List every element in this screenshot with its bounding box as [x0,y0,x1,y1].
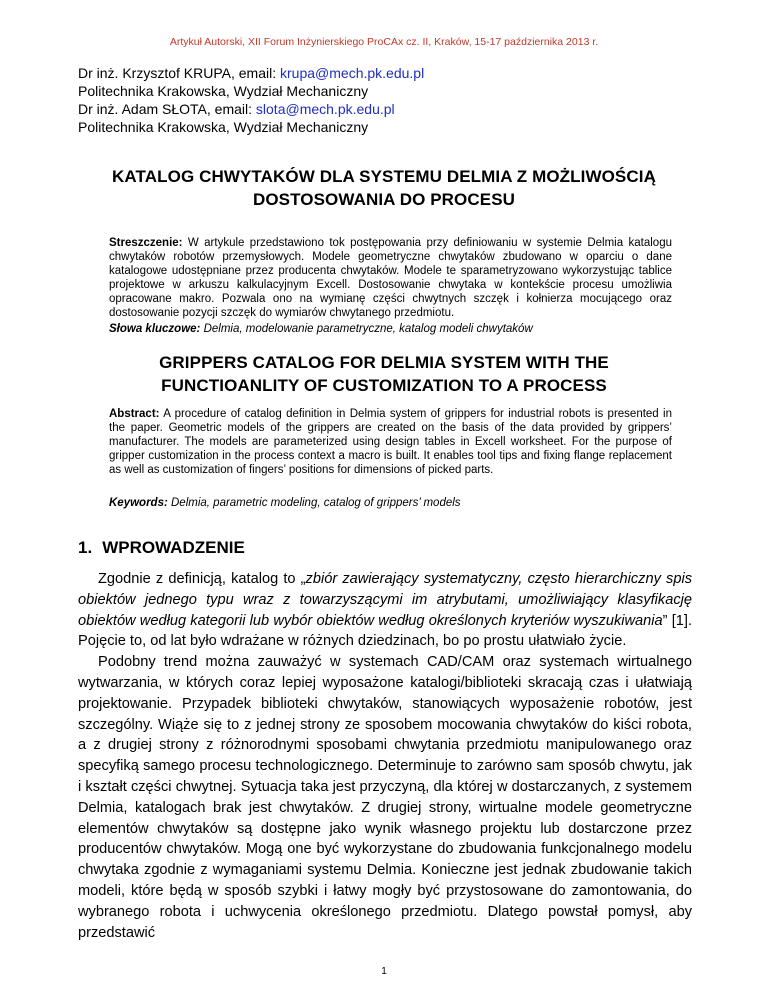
author-2-affiliation: Politechnika Krakowska, Wydział Mechaniczny [78,119,369,135]
keywords-polish-text: Delmia, modelowanie parametryczne, katalog modeli chwytaków [200,323,533,335]
title-polish-line-2: DOSTOSOWANIA DO PROCESU [252,190,516,209]
title-english-line-2: FUNCTIOANLITY OF CUSTOMIZATION TO A PROCESS [161,376,607,395]
author-1-affiliation: Politechnika Krakowska, Wydział Mechaniczny [78,83,369,99]
abstract-polish-label: Streszczenie: [109,237,183,249]
section-number: 1. [78,538,93,557]
author-2-email-link[interactable]: slota@mech.pk.edu.pl [255,101,395,117]
keywords-polish-label: Słowa kluczowe: [109,323,201,335]
paragraph-1-tail: ” [1]. Pojęcie to, od lat było wdrażane w różnych dziedzinach, bo po prostu ułatwiało życie. [78,612,692,650]
page-number: 1 [381,966,387,977]
abstract-polish [109,236,672,320]
keywords-polish [109,322,672,336]
keywords-english-label: Keywords: [109,497,168,509]
abstract-english-text: A procedure of catalog definition in Delmia system of grippers for industrial robots is presented in the paper. Geometric models of the grippers are created on the basis of the data provided by grippers’ manufacturer. The models are parameterized using design tables in Excell worksheet. For the purpose of gripper customization in the process context a macro is built. It enables tool tips and fixing flange replacement as well as customization of fingers’ positions for dimensions of picked parts. [109,408,672,476]
paragraph-1-lead: Zgodnie z definicją, katalog to „ [98,571,306,587]
paragraph-1 [78,569,692,652]
section-title: WPROWADZENIE [102,538,245,557]
title-polish-line-1: KATALOG CHWYTAKÓW DLA SYSTEMU DELMIA Z MOŻLIWOŚCIĄ [112,167,656,186]
title-english-line-1: GRIPPERS CATALOG FOR DELMIA SYSTEM WITH THE [159,353,609,372]
author-block [78,64,424,136]
body-text [78,569,692,943]
conference-header: Artykuł Autorski, XII Forum Inżynierskiego ProCAx cz. II, Kraków, 15-17 października 2013 r. [169,36,599,48]
paragraph-1-quote: zbiór zawierający systematyczny, często hierarchiczny spis obiektów jednego typu wraz z towarzyszącymi im atrybutami, umożliwiający klasyfikację obiektów według kategorii lub wybór obiektów według określonych kryteriów wyszukiwania [78,571,692,629]
author-1 [78,64,424,82]
author-1-name: Dr inż. Krzysztof KRUPA, email: [78,65,281,81]
title-english [60,351,708,397]
title-polish [60,165,708,211]
keywords-english [109,496,672,510]
author-2 [78,100,424,118]
section-heading [78,538,255,558]
abstract-polish-text: W artykule przedstawiono tok postępowania przy definiowaniu w systemie Delmia katalogu chwytaków robotów przemysłowych. Modele geometryczne chwytaków zbudowano w oparciu o dane katalogowe udostępniane przez producenta chwytaków. Modele te sparametryzowano wykorzystując tablice projektowe w arkuszu kalkulacyjnym Excell. Dostosowanie chwytaka w kontekście procesu umożliwia opracowane makro. Pozwala ono na wymianę części chwytnych szczęk i kołnierza mocującego oraz dostosowanie pozycji szczęk do wymiarów chwytanego przedmiotu. [109,237,672,319]
abstract-english-label: Abstract: [109,408,160,420]
keywords-english-text: Delmia, parametric modeling, catalog of grippers’ models [167,497,461,509]
paragraph-2: Podobny trend można zauważyć w systemach CAD/CAM oraz systemach wirtualnego wytwarzania, w których coraz lepiej wyposażone katalogi/biblioteki skracają czas i ułatwiają projektowanie. Przypadek biblioteki chwytaków, stanowiących wyposażenie robotów, jest szczególny. Wiąże się to z jednej strony ze sposobem mocowania chwytaków do kiści robota, a z drugiej strony z różnorodnymi sposobami chwytania przedmiotu manipulowanego oraz specyfiką samego procesu technologicznego. Determinuje to zarówno sam sposób chwytu, jak i kształt części chwytnej. Sytuacja taka jest przyczyną, dla której w dostarczanych, z systemem Delmia, katalogach brak jest chwytaków. Z drugiej strony, wirtualne modele geometryczne elementów chwytaków są dostępne jako wynik własnego projektu lub dostarczone przez producentów chwytaków. Mogą one być wykorzystane do zbudowania funkcjonalnego modelu chwytaka zgodnie z wymaganiami systemu Delmia. Konieczne jest jednak zbudowanie takich modeli, które będą w sposób szybki i łatwy mogły być przystosowane do zamontowania, do wybranego robota i uchwycenia określonego przedmiotu. Dlatego powstał pomysł, aby przedstawić [78,654,692,941]
author-2-name: Dr inż. Adam SŁOTA, email: [78,101,256,117]
author-1-email-link[interactable]: krupa@mech.pk.edu.pl [280,65,425,81]
abstract-english [109,407,672,477]
